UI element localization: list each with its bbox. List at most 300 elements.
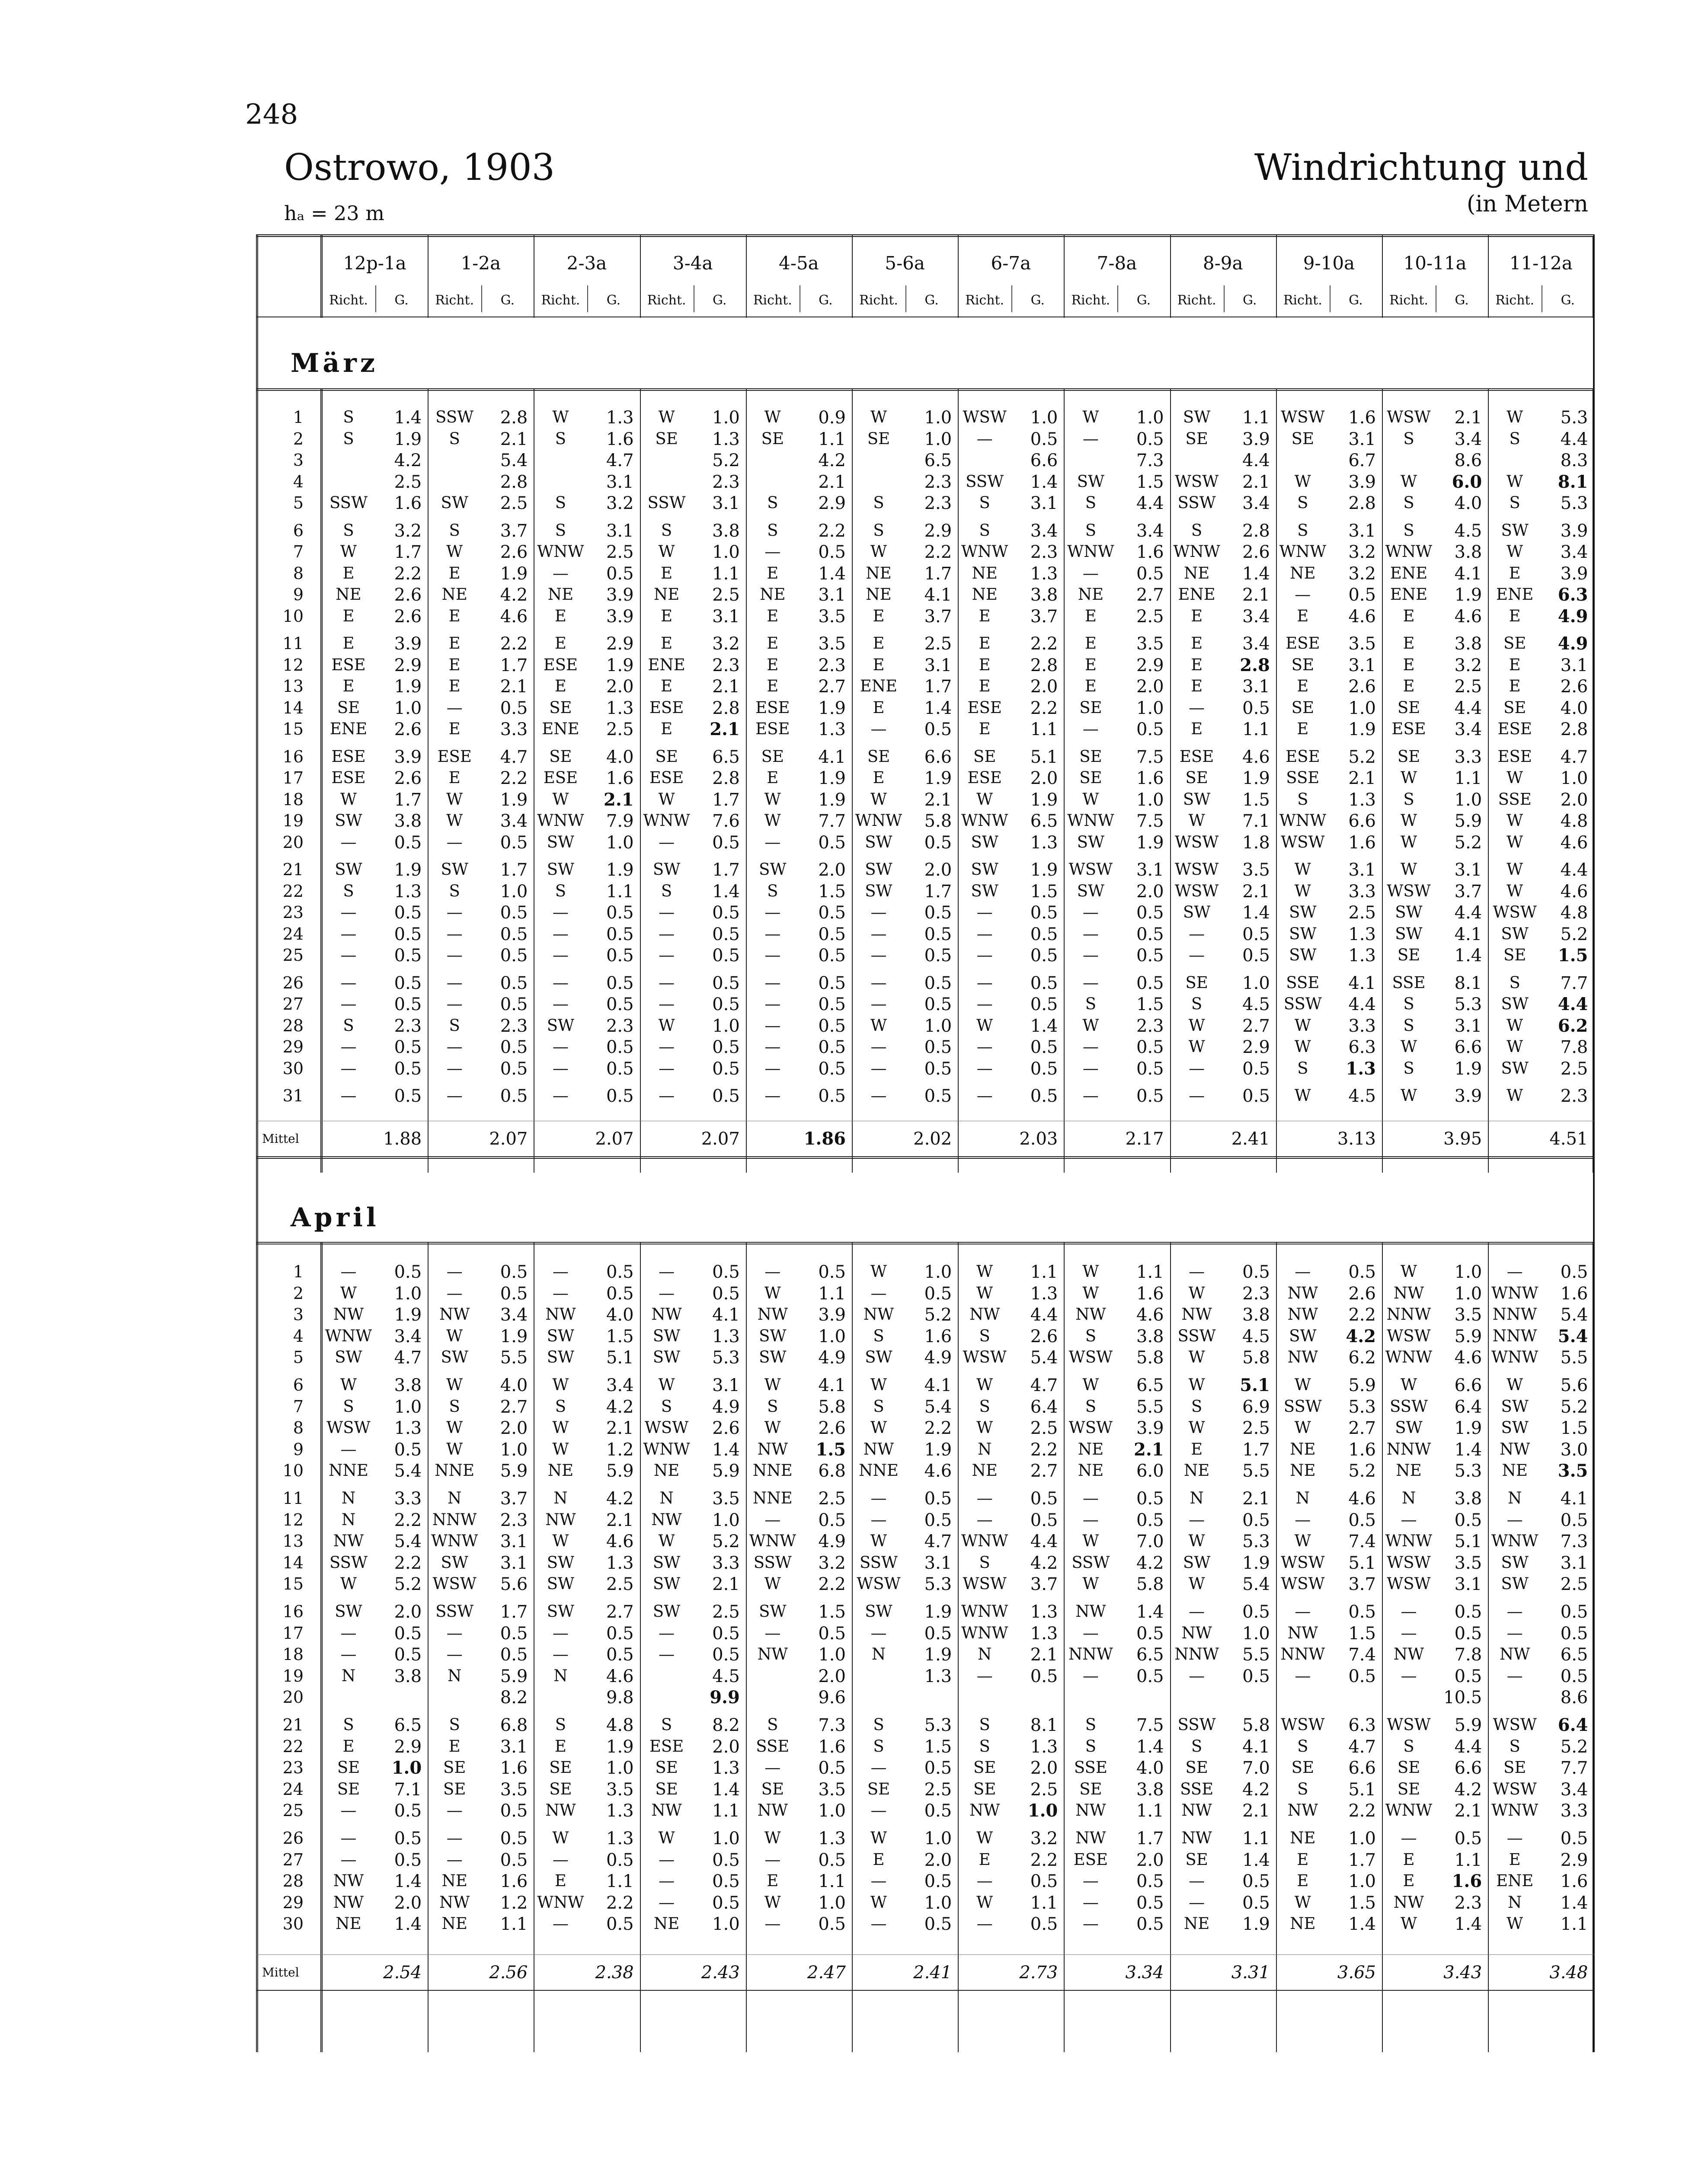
direction-cell: S bbox=[343, 1715, 354, 1734]
speed-cell: 0.5 bbox=[818, 1059, 846, 1079]
speed-cell: 3.1 bbox=[1348, 860, 1376, 880]
direction-cell: E bbox=[1509, 1850, 1521, 1869]
speed-cell: 2.2 bbox=[500, 768, 528, 788]
mittel-value: 3.43 bbox=[1443, 1963, 1482, 1983]
day-number: 20 bbox=[282, 1688, 304, 1707]
direction-cell: W bbox=[1188, 1348, 1205, 1367]
speed-cell: 0.5 bbox=[924, 1801, 952, 1821]
direction-cell: NE bbox=[653, 1461, 680, 1480]
day-number: 30 bbox=[282, 1059, 304, 1078]
direction-cell: NNW bbox=[1068, 1645, 1113, 1664]
direction-cell: S bbox=[1085, 995, 1097, 1013]
direction-cell: SW bbox=[1501, 995, 1529, 1013]
direction-cell: NE bbox=[547, 585, 574, 604]
direction-cell: — bbox=[1082, 946, 1099, 964]
speed-cell: 1.5 bbox=[924, 1737, 952, 1757]
direction-cell: W bbox=[658, 1532, 675, 1551]
speed-cell: 1.9 bbox=[1454, 585, 1482, 605]
speed-cell: 5.8 bbox=[818, 1397, 846, 1417]
direction-cell: WSW bbox=[644, 1418, 689, 1437]
speed-cell: 2.8 bbox=[500, 408, 528, 428]
direction-cell: S bbox=[343, 521, 354, 540]
day-number: 5 bbox=[293, 1348, 304, 1367]
direction-cell: — bbox=[764, 1914, 781, 1933]
speed-cell: 0.5 bbox=[1030, 1059, 1058, 1079]
speed-cell: 1.4 bbox=[1242, 903, 1270, 923]
direction-cell: WNW bbox=[961, 1623, 1008, 1642]
speed-cell: 0.5 bbox=[1454, 1623, 1482, 1644]
speed-cell: 4.1 bbox=[1454, 563, 1482, 584]
direction-cell: SW bbox=[652, 1602, 681, 1621]
direction-cell: WNW bbox=[643, 811, 690, 830]
direction-cell: S bbox=[449, 1715, 460, 1734]
direction-cell: — bbox=[1401, 1602, 1417, 1621]
direction-cell: W bbox=[1506, 1037, 1523, 1056]
direction-cell: S bbox=[1509, 493, 1520, 512]
direction-cell: WNW bbox=[1067, 542, 1114, 561]
direction-cell: ESE bbox=[649, 1737, 684, 1756]
direction-cell: NW bbox=[651, 1510, 682, 1529]
direction-cell: SSW bbox=[1177, 493, 1216, 512]
speed-cell: 2.0 bbox=[818, 1666, 846, 1686]
speed-cell: 6.2 bbox=[1558, 1015, 1588, 1036]
interval-header: 4-5a bbox=[779, 253, 819, 274]
day-number: 16 bbox=[282, 747, 304, 766]
speed-cell: 2.8 bbox=[1242, 521, 1270, 541]
speed-cell: 2.6 bbox=[1030, 1326, 1058, 1346]
direction-cell: W bbox=[1294, 881, 1311, 900]
direction-cell: — bbox=[870, 1871, 887, 1890]
direction-cell: W bbox=[1506, 1914, 1523, 1933]
direction-cell: W bbox=[870, 408, 887, 426]
speed-cell: 1.9 bbox=[606, 1737, 634, 1757]
speed-cell: 4.4 bbox=[1454, 1737, 1482, 1757]
direction-cell: W bbox=[446, 811, 463, 830]
speed-cell: 4.4 bbox=[1558, 994, 1588, 1014]
speed-cell: 4.4 bbox=[1454, 698, 1482, 718]
speed-cell: 6.5 bbox=[1560, 1645, 1588, 1665]
speed-cell: 0.5 bbox=[924, 946, 952, 966]
direction-cell: NW bbox=[1287, 1623, 1318, 1642]
speed-cell: 0.5 bbox=[1242, 1666, 1270, 1686]
speed-cell: 0.5 bbox=[712, 924, 740, 944]
speed-cell: 4.7 bbox=[606, 451, 634, 470]
speed-cell: 1.6 bbox=[1560, 1283, 1588, 1304]
direction-cell: WSW bbox=[963, 1574, 1007, 1593]
direction-cell: S bbox=[1085, 521, 1097, 540]
direction-cell: SW bbox=[971, 860, 998, 879]
speed-cell: 8.3 bbox=[1560, 451, 1588, 470]
speed-cell: 3.8 bbox=[1454, 634, 1482, 654]
direction-cell: E bbox=[979, 1850, 991, 1869]
speed-cell: 2.2 bbox=[606, 1893, 634, 1913]
speed-cell: 7.5 bbox=[1136, 1715, 1164, 1735]
speed-cell: 0.5 bbox=[606, 1623, 634, 1644]
speed-cell: 0.5 bbox=[712, 1645, 740, 1665]
speed-cell: 3.1 bbox=[1454, 1016, 1482, 1036]
speed-cell: 1.0 bbox=[500, 881, 528, 902]
direction-cell: — bbox=[659, 973, 675, 992]
speed-cell: 0.5 bbox=[1030, 973, 1058, 993]
speed-cell: 6.6 bbox=[1348, 811, 1376, 831]
speed-cell: 0.5 bbox=[712, 1086, 740, 1106]
mittel-value: 2.54 bbox=[383, 1963, 422, 1983]
speed-cell: 0.5 bbox=[1136, 903, 1164, 923]
direction-cell: W bbox=[1506, 768, 1523, 787]
direction-cell: W bbox=[340, 1574, 357, 1593]
direction-cell: E bbox=[1297, 677, 1309, 695]
speed-cell: 2.5 bbox=[924, 634, 952, 654]
direction-cell: SW bbox=[1501, 521, 1529, 540]
speed-cell: 1.6 bbox=[1348, 832, 1376, 853]
speed-cell: 1.0 bbox=[1454, 1283, 1482, 1304]
day-number: 25 bbox=[282, 1801, 304, 1820]
direction-cell: S bbox=[1403, 1737, 1414, 1756]
speed-cell: 2.6 bbox=[394, 585, 422, 605]
speed-cell: 1.7 bbox=[394, 542, 422, 562]
day-number: 26 bbox=[282, 973, 304, 992]
direction-cell: NW bbox=[757, 1645, 788, 1664]
speed-cell: 5.9 bbox=[1348, 1375, 1376, 1395]
direction-cell: W bbox=[552, 1375, 569, 1394]
direction-cell: WNW bbox=[431, 1532, 478, 1551]
direction-cell: W bbox=[1506, 408, 1523, 426]
direction-cell: E bbox=[554, 606, 566, 625]
speed-cell: 1.9 bbox=[924, 1645, 952, 1665]
speed-cell: 0.5 bbox=[924, 903, 952, 923]
speed-cell: 5.2 bbox=[1560, 924, 1588, 944]
speed-cell: 2.5 bbox=[712, 585, 740, 605]
direction-cell: — bbox=[1082, 973, 1099, 992]
speed-cell: 3.9 bbox=[606, 585, 634, 605]
speed-cell: 0.5 bbox=[1030, 1086, 1058, 1106]
speed-cell: 5.5 bbox=[1136, 1397, 1164, 1417]
direction-cell: SW bbox=[441, 1348, 468, 1367]
speed-cell: 1.3 bbox=[1030, 1602, 1058, 1622]
direction-cell: WNW bbox=[961, 1532, 1008, 1551]
direction-cell: W bbox=[658, 1829, 675, 1847]
speed-cell: 1.9 bbox=[1242, 768, 1270, 788]
mittel-value: 3.48 bbox=[1549, 1963, 1588, 1983]
direction-cell: S bbox=[343, 881, 354, 900]
speed-cell: 2.0 bbox=[394, 1893, 422, 1913]
direction-cell: W bbox=[870, 1262, 887, 1281]
speed-cell: 0.5 bbox=[1030, 995, 1058, 1014]
direction-cell: — bbox=[552, 995, 569, 1013]
speed-cell: 4.5 bbox=[1454, 521, 1482, 541]
speed-cell: 4.1 bbox=[1560, 1489, 1588, 1509]
direction-cell: — bbox=[1082, 903, 1099, 921]
interval-header: 11-12a bbox=[1509, 253, 1573, 274]
speed-cell: 2.1 bbox=[1242, 1489, 1270, 1509]
direction-cell: NW bbox=[863, 1305, 894, 1324]
direction-cell: W bbox=[446, 1439, 463, 1458]
direction-cell: — bbox=[976, 1037, 993, 1056]
direction-cell: NW bbox=[969, 1305, 1000, 1324]
speed-cell: 0.5 bbox=[1242, 1602, 1270, 1622]
speed-cell: 1.9 bbox=[394, 860, 422, 880]
speed-cell: 2.2 bbox=[394, 563, 422, 584]
speed-cell: 1.1 bbox=[1242, 720, 1270, 739]
direction-cell: — bbox=[446, 832, 463, 851]
speed-cell: 4.1 bbox=[712, 1305, 740, 1325]
direction-cell: N bbox=[341, 1666, 356, 1685]
speed-cell: 3.1 bbox=[1030, 493, 1058, 513]
speed-cell: 4.5 bbox=[712, 1666, 740, 1686]
interval-header: 9-10a bbox=[1303, 253, 1355, 274]
speed-cell: 0.5 bbox=[500, 1086, 528, 1106]
speed-cell: 1.3 bbox=[606, 1801, 634, 1821]
direction-cell: S bbox=[1297, 1737, 1308, 1756]
speed-cell: 3.1 bbox=[712, 1375, 740, 1395]
speed-cell: 2.1 bbox=[1454, 1801, 1482, 1821]
direction-cell: S bbox=[1403, 995, 1414, 1013]
direction-cell: W bbox=[1188, 1532, 1205, 1551]
speed-cell: 1.2 bbox=[606, 1439, 634, 1460]
speed-cell: 1.0 bbox=[1136, 698, 1164, 718]
speed-cell: 5.2 bbox=[1348, 747, 1376, 767]
direction-cell: — bbox=[976, 1086, 993, 1105]
speed-cell: 2.7 bbox=[1242, 1016, 1270, 1036]
speed-cell: 1.3 bbox=[1030, 1283, 1058, 1304]
direction-cell: SE bbox=[1185, 1758, 1208, 1777]
direction-cell: W bbox=[1294, 1893, 1311, 1912]
speed-cell: 5.4 bbox=[1560, 1305, 1588, 1325]
speed-cell: 1.5 bbox=[818, 1602, 846, 1622]
day-number: 20 bbox=[282, 832, 304, 852]
direction-cell: NW bbox=[1287, 1348, 1318, 1367]
direction-cell: S bbox=[873, 1326, 884, 1345]
direction-cell: S bbox=[661, 881, 672, 900]
direction-cell: W bbox=[1506, 832, 1523, 851]
direction-cell: — bbox=[764, 924, 781, 943]
speed-cell: 5.8 bbox=[924, 811, 952, 831]
speed-cell: 1.3 bbox=[606, 1553, 634, 1573]
direction-cell: NE bbox=[336, 585, 361, 604]
speed-cell: 1.3 bbox=[1030, 1737, 1058, 1757]
speed-cell: 0.5 bbox=[606, 973, 634, 993]
direction-cell: S bbox=[661, 1397, 672, 1416]
speed-cell: 0.5 bbox=[1030, 429, 1058, 449]
direction-cell: S bbox=[979, 1737, 990, 1756]
speed-cell: 1.7 bbox=[1242, 1439, 1270, 1460]
direction-cell: E bbox=[767, 655, 779, 674]
speed-cell: 1.4 bbox=[1136, 1737, 1164, 1757]
direction-cell: S bbox=[1085, 1737, 1097, 1756]
speed-subheader: G. bbox=[819, 293, 833, 308]
speed-cell: 3.1 bbox=[1242, 677, 1270, 697]
direction-cell: NE bbox=[441, 1914, 467, 1933]
speed-cell: 0.5 bbox=[712, 1283, 740, 1304]
speed-cell: 1.4 bbox=[712, 881, 740, 902]
direction-cell: SE bbox=[973, 747, 996, 766]
day-number: 3 bbox=[293, 451, 304, 470]
speed-cell: 0.5 bbox=[500, 995, 528, 1014]
direction-cell: W bbox=[764, 790, 781, 809]
day-number: 12 bbox=[282, 1510, 304, 1529]
speed-cell: 2.0 bbox=[394, 1602, 422, 1622]
speed-cell: 2.3 bbox=[712, 655, 740, 675]
speed-cell: 2.0 bbox=[924, 860, 952, 880]
speed-cell: 2.7 bbox=[1136, 585, 1164, 605]
day-number: 1 bbox=[293, 1262, 304, 1281]
speed-cell: 4.6 bbox=[606, 1532, 634, 1552]
speed-cell: 0.5 bbox=[1136, 973, 1164, 993]
speed-cell: 1.9 bbox=[1136, 832, 1164, 853]
speed-cell: 1.4 bbox=[1242, 563, 1270, 584]
speed-cell: 4.9 bbox=[1558, 606, 1588, 627]
direction-cell: E bbox=[979, 606, 991, 625]
speed-cell: 4.4 bbox=[1454, 903, 1482, 923]
speed-cell: 1.0 bbox=[1136, 408, 1164, 428]
direction-cell: — bbox=[340, 903, 357, 921]
direction-cell: W bbox=[764, 1829, 781, 1847]
direction-cell: SE bbox=[1079, 1779, 1102, 1798]
speed-cell: 3.1 bbox=[1136, 860, 1164, 880]
speed-cell: 1.0 bbox=[1560, 768, 1588, 788]
day-number: 18 bbox=[282, 790, 304, 809]
direction-cell: W bbox=[1082, 1375, 1099, 1394]
speed-cell: 3.5 bbox=[1454, 1553, 1482, 1573]
direction-subheader: Richt. bbox=[1389, 293, 1428, 308]
direction-cell: SW bbox=[1501, 1418, 1529, 1437]
speed-cell: 0.5 bbox=[1030, 1871, 1058, 1892]
direction-cell: WSW bbox=[1493, 903, 1537, 921]
speed-cell: 2.1 bbox=[712, 1574, 740, 1595]
speed-cell: 4.6 bbox=[1560, 881, 1588, 902]
direction-cell: — bbox=[1506, 1666, 1523, 1685]
speed-cell: 2.1 bbox=[1348, 768, 1376, 788]
direction-cell: NW bbox=[1287, 1305, 1318, 1324]
speed-cell: 0.5 bbox=[394, 1829, 422, 1849]
direction-cell: SE bbox=[337, 1758, 360, 1777]
direction-cell: — bbox=[340, 946, 357, 964]
direction-cell: ESE bbox=[967, 768, 1002, 787]
speed-cell: 1.9 bbox=[818, 790, 846, 810]
speed-cell: 0.5 bbox=[500, 1283, 528, 1304]
direction-subheader: Richt. bbox=[1495, 293, 1535, 308]
speed-cell: 6.3 bbox=[1348, 1037, 1376, 1057]
speed-cell: 7.7 bbox=[1560, 973, 1588, 993]
direction-cell: NW bbox=[1287, 1283, 1318, 1302]
speed-cell: 5.2 bbox=[1560, 1397, 1588, 1417]
day-number: 16 bbox=[282, 1602, 304, 1621]
direction-cell: — bbox=[1401, 1666, 1417, 1685]
speed-cell: 3.4 bbox=[1242, 606, 1270, 627]
direction-cell: — bbox=[340, 1262, 357, 1281]
direction-cell: SW bbox=[335, 1348, 362, 1367]
direction-cell: WNW bbox=[749, 1532, 796, 1551]
direction-cell: W bbox=[1188, 1375, 1205, 1394]
row-divider bbox=[256, 1954, 1594, 1955]
direction-cell: W bbox=[1188, 1418, 1205, 1437]
speed-cell: 5.5 bbox=[500, 1348, 528, 1368]
day-number: 10 bbox=[282, 1461, 304, 1481]
speed-cell: 1.7 bbox=[924, 881, 952, 902]
speed-cell: 6.8 bbox=[818, 1461, 846, 1481]
direction-cell: S bbox=[979, 1326, 990, 1345]
direction-cell: E bbox=[1509, 677, 1521, 695]
direction-cell: NE bbox=[1183, 1914, 1210, 1933]
speed-cell: 7.8 bbox=[1454, 1645, 1482, 1665]
direction-cell: — bbox=[1082, 429, 1099, 448]
speed-cell: 5.2 bbox=[712, 451, 740, 470]
direction-cell: S bbox=[1403, 493, 1414, 512]
speed-cell: 1.0 bbox=[1027, 1801, 1058, 1821]
direction-cell: NE bbox=[1078, 585, 1104, 604]
direction-cell: — bbox=[1189, 924, 1205, 943]
speed-cell: 5.2 bbox=[1560, 1737, 1588, 1757]
speed-cell: 1.9 bbox=[394, 429, 422, 449]
speed-cell: 0.5 bbox=[1136, 946, 1164, 966]
direction-cell: E bbox=[979, 655, 991, 674]
speed-cell: 2.6 bbox=[394, 720, 422, 739]
speed-cell: 2.5 bbox=[924, 1779, 952, 1800]
direction-cell: E bbox=[767, 677, 779, 695]
speed-cell: 7.9 bbox=[606, 811, 634, 831]
direction-cell: SW bbox=[441, 493, 468, 512]
speed-cell: 4.2 bbox=[394, 451, 422, 470]
speed-cell: 1.4 bbox=[1030, 472, 1058, 492]
direction-cell: S bbox=[1297, 521, 1308, 540]
direction-cell: — bbox=[446, 1086, 463, 1105]
speed-cell: 1.0 bbox=[712, 1510, 740, 1530]
direction-cell: — bbox=[659, 1645, 675, 1664]
direction-cell: W bbox=[1082, 1262, 1099, 1281]
speed-cell: 4.5 bbox=[1348, 1086, 1376, 1106]
direction-cell: E bbox=[1403, 1850, 1415, 1869]
direction-cell: ESE bbox=[543, 768, 578, 787]
direction-cell: NE bbox=[653, 1914, 680, 1933]
direction-cell: SSW bbox=[753, 1553, 792, 1572]
speed-cell: 1.6 bbox=[1136, 768, 1164, 788]
speed-cell: 6.5 bbox=[394, 1715, 422, 1735]
direction-cell: WSW bbox=[1387, 1326, 1431, 1345]
mittel-value: 2.56 bbox=[489, 1963, 528, 1983]
direction-cell: NE bbox=[336, 1914, 361, 1933]
speed-cell: 7.4 bbox=[1348, 1645, 1376, 1665]
direction-cell: SE bbox=[1185, 768, 1208, 787]
speed-cell: 7.8 bbox=[1560, 1037, 1588, 1057]
speed-cell: 5.4 bbox=[394, 1532, 422, 1552]
speed-cell: 5.3 bbox=[1348, 1397, 1376, 1417]
speed-cell: 1.0 bbox=[1136, 790, 1164, 810]
direction-cell: NE bbox=[1290, 1829, 1316, 1847]
direction-cell: E bbox=[342, 634, 355, 652]
speed-cell: 2.2 bbox=[1030, 1439, 1058, 1460]
direction-cell: — bbox=[659, 832, 675, 851]
direction-cell: WSW bbox=[963, 408, 1007, 426]
speed-cell: 0.5 bbox=[818, 946, 846, 966]
direction-cell: W bbox=[1188, 1574, 1205, 1593]
speed-cell: 1.4 bbox=[1030, 1016, 1058, 1036]
day-number: 13 bbox=[282, 1532, 304, 1551]
speed-cell: 3.5 bbox=[818, 606, 846, 627]
direction-cell: — bbox=[1295, 1666, 1311, 1685]
mittel-value: 2.41 bbox=[913, 1963, 952, 1983]
speed-cell: 1.0 bbox=[1242, 973, 1270, 993]
speed-cell: 2.0 bbox=[1560, 790, 1588, 810]
direction-cell: NW bbox=[1499, 1645, 1530, 1664]
speed-cell: 0.5 bbox=[606, 1262, 634, 1282]
direction-cell: — bbox=[552, 1262, 569, 1281]
speed-cell: 0.5 bbox=[924, 832, 952, 853]
day-number: 29 bbox=[282, 1037, 304, 1056]
speed-cell: 0.5 bbox=[712, 1850, 740, 1870]
direction-cell: S bbox=[1085, 1715, 1097, 1734]
speed-cell: 3.8 bbox=[1030, 585, 1058, 605]
speed-cell: 2.3 bbox=[1136, 1016, 1164, 1036]
